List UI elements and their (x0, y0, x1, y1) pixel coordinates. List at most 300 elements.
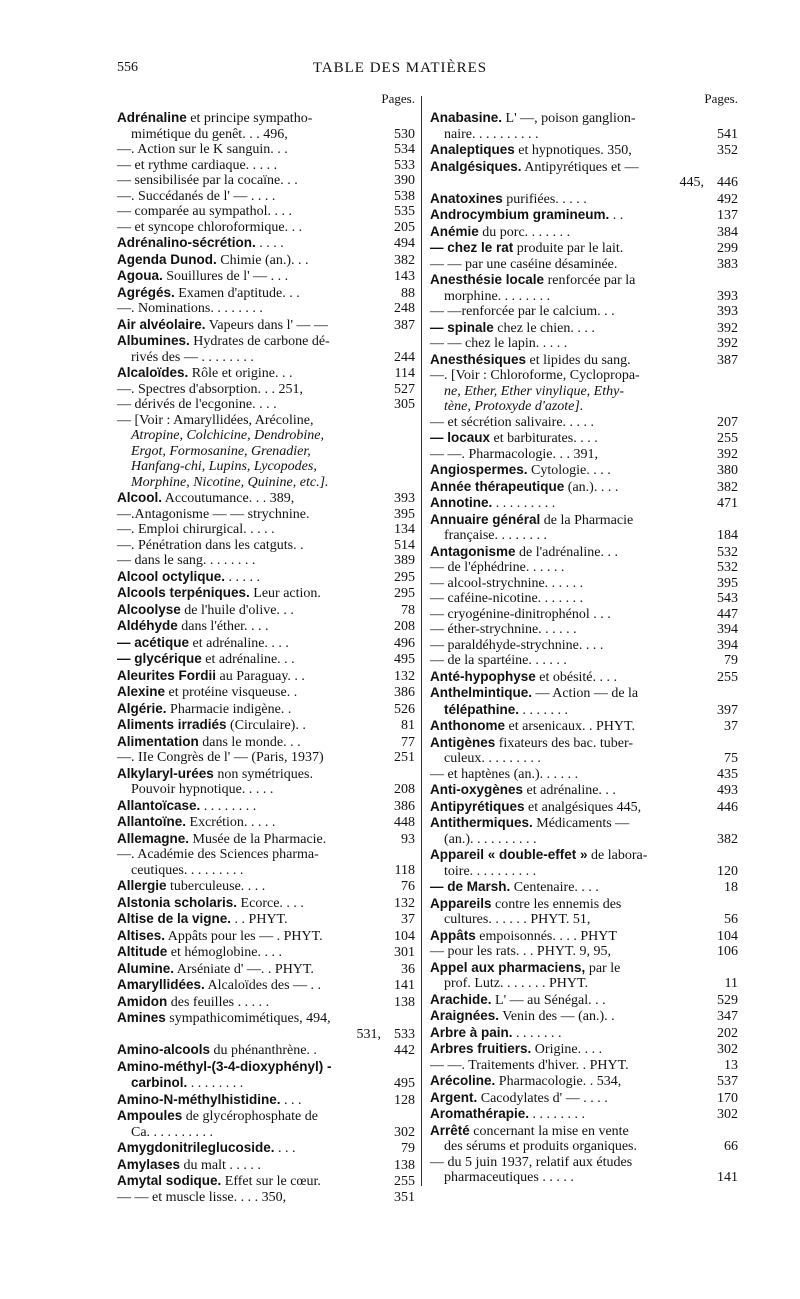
entry-page-number: 435 (717, 766, 738, 782)
entry-text (430, 207, 708, 224)
entry-description: — éther-strychnine. . . . . . (430, 622, 577, 637)
entry-page-number: 137 (717, 208, 738, 223)
entry-description: —. Nominations. . . . . . . . (117, 301, 263, 316)
entry-text (430, 159, 708, 176)
entry-text (117, 717, 385, 734)
entry-text (430, 430, 708, 447)
entry-text (430, 832, 708, 848)
entry-description: — cryogénine-dinitrophénol . . . (430, 606, 611, 622)
entry-text (117, 602, 385, 619)
index-entry (430, 751, 738, 767)
entry-text (117, 1027, 385, 1043)
entry-description: . . . . . (225, 569, 261, 585)
entry-text (430, 607, 708, 623)
entry-text (117, 142, 385, 158)
entry-description: Leur action. (249, 586, 321, 601)
entry-text (430, 782, 708, 799)
entry-text (430, 638, 708, 654)
entry-description: non symétriques. (213, 766, 313, 782)
entry-text (430, 320, 708, 337)
entry-text (117, 585, 385, 602)
entry-description: — de la spartéine. . . . . . (430, 653, 567, 668)
entry-description: Centenaire. . . . (510, 880, 599, 895)
entry-description: — de l'éphédrine. . . . . . (430, 560, 565, 575)
entry-description: —. Académie des Sciences pharma- (117, 847, 319, 862)
index-entry (117, 220, 415, 236)
index-entry (117, 1190, 415, 1206)
entry-description: —. Pénétration dans les catguts. . (117, 537, 304, 553)
index-entry (430, 415, 738, 431)
index-entry (117, 127, 415, 143)
entry-text (117, 847, 385, 863)
entry-text (117, 863, 385, 879)
entry-headword: Amino-méthyl-(3-4-dioxyphényl) - (117, 1058, 332, 1074)
index-entry (430, 1170, 738, 1186)
entry-description: — paraldéhyde-strychnine. . . . (430, 637, 604, 653)
entry-text (117, 1108, 385, 1125)
entry-page-number: 114 (394, 366, 415, 381)
index-entry (430, 815, 738, 832)
entry-page-number: 79 (401, 1141, 415, 1156)
index-entry (430, 976, 738, 992)
index-entry (430, 399, 738, 415)
entry-description: naire. . . . . . . . . . (444, 126, 539, 142)
entry-page-number: 393 (717, 288, 738, 304)
entry-page-number: 18 (724, 880, 738, 895)
index-entry (117, 847, 415, 863)
index-entry (117, 365, 415, 382)
entry-text (430, 1155, 708, 1171)
index-entry (430, 191, 738, 208)
entry-description: tène, Protoxyde d'azote]. (444, 399, 584, 414)
entry-page-number: 395 (394, 506, 415, 522)
entry-page-number: 37 (401, 912, 415, 927)
entry-page-number: 496 (394, 635, 415, 651)
entry-text (117, 110, 385, 127)
entry-page-number: 66 (724, 1139, 738, 1154)
entry-page-number: 295 (394, 586, 415, 601)
index-entry (117, 522, 415, 538)
entry-description: et adrénaline. . . (523, 783, 616, 798)
entry-text (117, 1140, 385, 1157)
entry-text (430, 944, 708, 960)
entry-text (430, 352, 708, 369)
index-entry (430, 622, 738, 638)
entry-description: Accoutumance. . . 389, (162, 491, 295, 506)
entry-headword: Anesthésie locale (430, 272, 545, 287)
entry-page-number: 537 (717, 1074, 738, 1089)
index-entry (117, 382, 415, 398)
index-entry (430, 782, 738, 799)
index-entry (117, 961, 415, 978)
entry-text (430, 685, 708, 702)
index-entry (430, 1139, 738, 1155)
entry-text (117, 413, 385, 429)
entry-text (117, 961, 385, 978)
entry-page-number: 75 (724, 751, 738, 766)
index-entry (430, 944, 738, 960)
entry-text (117, 1042, 385, 1059)
entry-description: —. Emploi chirurgical. . . . . (117, 522, 275, 537)
entry-text (430, 767, 708, 783)
index-entry (117, 428, 415, 444)
entry-page-number: 543 (717, 591, 738, 606)
entry-description: mimétique du genêt. . . 496, (131, 126, 288, 142)
entry-description: fixateurs des bac. tuber- (495, 735, 633, 751)
entry-page-number: 529 (717, 992, 738, 1008)
index-entry (117, 173, 415, 189)
entry-text (117, 1092, 385, 1109)
entry-page-number: 170 (717, 1090, 738, 1106)
entry-description: . . . . . . . . (187, 1076, 244, 1091)
entry-text (117, 1059, 385, 1076)
entry-description: et obésité. . . . (535, 669, 618, 685)
index-entry (117, 911, 415, 928)
entry-text (117, 220, 385, 236)
entry-headword: Agoua. (117, 268, 163, 283)
entry-page-number: 447 (717, 606, 738, 622)
entry-description: du porc. . . . . . . (478, 224, 571, 240)
index-entry (117, 189, 415, 205)
index-entry (117, 285, 415, 302)
index-entry (430, 110, 738, 127)
entry-text (430, 702, 708, 719)
entry-description: — caféine-nicotine. . . . . . . (430, 591, 584, 606)
index-entry (430, 368, 738, 384)
entry-description: de l'adrénaline. . . (515, 544, 618, 560)
entry-page-number: 143 (394, 269, 415, 284)
entry-headword: Arachide. (430, 991, 492, 1007)
entry-headword: Anthelmintique. (430, 685, 532, 700)
entry-headword: Anté-hypophyse (430, 668, 536, 684)
entry-headword: — spinale (430, 319, 494, 335)
entry-description: — et rythme cardiaque. . . . . (117, 157, 278, 173)
entry-description: — Action — de la (532, 686, 639, 701)
index-entry (117, 538, 415, 554)
entry-description: Musée de la Pharmacie. (189, 831, 327, 847)
entry-description: dans le monde. . . (198, 734, 301, 750)
entry-text (117, 522, 385, 538)
index-entry (430, 352, 738, 369)
entry-description: et protéine visqueuse. . (165, 685, 298, 700)
index-entry (430, 928, 738, 945)
entry-text (117, 252, 385, 269)
entry-text (430, 224, 708, 241)
entry-text (117, 569, 385, 586)
index-entry (117, 158, 415, 174)
entry-page-number: 493 (717, 783, 738, 798)
entry-description: Alcaloïdes des — . . (204, 978, 322, 993)
index-entry (430, 960, 738, 977)
entry-description: — —. Traitements d'hiver. . PHYT. (430, 1057, 629, 1073)
index-entry (117, 635, 415, 652)
entry-text (117, 635, 385, 652)
entry-headword: Antithermiques. (430, 815, 533, 830)
index-entry (117, 459, 415, 475)
entry-description: Appâts pour les — . PHYT. (165, 928, 323, 944)
entry-description: —. Spectres d'absorption. . . 251, (117, 381, 304, 397)
entry-text (117, 684, 385, 701)
entry-description: . . . . . . . (512, 1025, 562, 1041)
index-entry (117, 585, 415, 602)
entry-headword: Amytal sodique. (117, 1173, 222, 1188)
entry-headword: Arbre à pain. (430, 1024, 513, 1040)
entry-headword: Alkylaryl-urées (117, 765, 214, 781)
column-divider (421, 96, 422, 1186)
index-column-left (117, 90, 415, 1205)
entry-text (430, 576, 708, 592)
entry-text (430, 669, 708, 686)
index-entry (430, 430, 738, 447)
entry-text (430, 1073, 708, 1090)
index-entry (117, 928, 415, 945)
entry-text (117, 750, 385, 766)
entry-text (117, 1125, 385, 1141)
index-entry (117, 717, 415, 734)
entry-text (430, 879, 708, 896)
entry-page-number: 138 (394, 1157, 415, 1173)
entry-description: sympathicomimétiques, 494, (165, 1011, 331, 1026)
index-entry (117, 1125, 415, 1141)
entry-headword: Alcool octylique. (117, 568, 226, 584)
entry-page-number: 390 (394, 173, 415, 188)
entry-page-number: 392 (717, 336, 738, 351)
entry-description: Hydrates de carbone dé- (189, 334, 330, 349)
entry-page-number: 382 (717, 479, 738, 495)
entry-headword: Ampoules (117, 1108, 183, 1123)
index-entry (117, 701, 415, 718)
entry-text (430, 479, 708, 496)
index-entry (117, 444, 415, 460)
entry-description: et adrénaline. . . . (189, 635, 289, 651)
entry-text (430, 1139, 708, 1155)
entry-headword: Aleurites Fordii (117, 667, 217, 683)
entry-text (117, 189, 385, 205)
entry-description: Venin des — (an.). . (499, 1009, 615, 1024)
entry-text (430, 1041, 708, 1058)
index-entry (430, 1106, 738, 1123)
entry-list (430, 110, 738, 1186)
entry-headword: Année thérapeutique (430, 478, 565, 494)
entry-description: de labora- (587, 848, 648, 863)
entry-text (430, 272, 708, 289)
entry-description: et lipides du sang. (526, 352, 631, 368)
entry-description: par le (585, 960, 621, 976)
entry-text (117, 382, 385, 398)
entry-headword: Amidon (117, 993, 168, 1009)
entry-description: — dérivés de l'ecgonine. . . . (117, 397, 277, 412)
index-entry (430, 992, 738, 1009)
entry-description: Antipyrétiques et — (521, 159, 639, 175)
index-entry (430, 591, 738, 607)
entry-page-number: 76 (401, 879, 415, 894)
entry-description: — — et muscle lisse. . . . 350, (117, 1189, 287, 1205)
entry-description: toire. . . . . . . . . . (444, 863, 537, 879)
entry-page-number: 514 (394, 537, 415, 553)
entry-text (117, 553, 385, 569)
entry-page-number: 530 (394, 126, 415, 142)
entry-headword: Alcools terpéniques. (117, 585, 250, 600)
entry-headword: Allergie (117, 878, 167, 893)
index-entry (117, 831, 415, 848)
index-column-right (430, 90, 738, 1186)
entry-headword: Alcoolyse (117, 601, 181, 617)
entry-page-number: 533 (394, 157, 415, 173)
entry-page-number: 37 (724, 719, 738, 734)
entry-description: — —. Pharmacologie. . . 391, (430, 446, 598, 462)
entry-page-number: 387 (394, 317, 415, 333)
entry-headword: Adrénaline (117, 110, 187, 125)
entry-text (430, 896, 708, 913)
entry-text (430, 399, 708, 415)
entry-headword: Antipyrétiques (430, 798, 525, 814)
entry-text (117, 701, 385, 718)
index-entry (117, 977, 415, 994)
entry-description: et analgésiques 445, (524, 799, 642, 815)
entry-list (117, 110, 415, 1205)
entry-description: . . . . . . . . (200, 798, 257, 814)
index-entry (117, 814, 415, 831)
index-entry (117, 944, 415, 961)
index-entry (430, 384, 738, 400)
entry-text (117, 651, 385, 668)
index-entry (430, 1058, 738, 1074)
index-entry (430, 447, 738, 463)
entry-page-number: 533 (394, 1026, 415, 1042)
entry-description: au Paraguay. . . (216, 668, 305, 684)
entry-description: —. Succédanés de l' — . . . . (117, 188, 276, 204)
entry-text (117, 944, 385, 961)
entry-page-number: 392 (717, 320, 738, 336)
entry-description: cultures. . . . . . PHYT. 51, (444, 912, 591, 927)
entry-headword: Arrêté (430, 1122, 470, 1138)
entry-page-number: 538 (394, 188, 415, 204)
entry-page-number: 532 (717, 544, 738, 560)
entry-page-number: 389 (394, 553, 415, 568)
index-entry (430, 289, 738, 305)
entry-headword: Air alvéolaire. (117, 316, 206, 332)
entry-headword: Anthonome (430, 718, 505, 733)
entry-page-number: 541 (717, 126, 738, 142)
entry-page-number: 248 (394, 301, 415, 316)
entry-headword: Alimentation (117, 733, 199, 749)
index-entry (430, 495, 738, 512)
entry-text (117, 1173, 385, 1190)
entry-headword: Alcool. (117, 490, 163, 505)
entry-text (430, 127, 708, 143)
index-entry (430, 896, 738, 913)
entry-headword: Agenda Dunod. (117, 251, 217, 267)
entry-page-number: 347 (717, 1009, 738, 1024)
entry-description: Excrétion. . . . . (186, 815, 276, 830)
entry-description: produite par le lait. (513, 241, 624, 256)
index-entry (430, 462, 738, 479)
index-entry (117, 475, 415, 491)
entry-headword: Analgésiques. (430, 158, 522, 174)
entry-text (430, 1123, 708, 1140)
entry-description: culeux. . . . . . . . . (444, 751, 541, 766)
entry-page-number: 208 (394, 619, 415, 634)
entry-description: tuberculeuse. . . . (166, 879, 266, 894)
entry-text (117, 831, 385, 848)
entry-text (117, 204, 385, 220)
index-entry (430, 528, 738, 544)
entry-page-number: 299 (717, 241, 738, 256)
entry-text (117, 333, 385, 350)
entry-text (430, 976, 708, 992)
entry-headword: Amygdonitrileglucoside. (117, 1140, 275, 1155)
entry-headword: Adrénalino-sécrétion. (117, 235, 256, 250)
entry-description: — et sécrétion salivaire. . . . . (430, 414, 595, 430)
entry-headword: Aromathérapie. (430, 1106, 530, 1121)
index-entry (117, 110, 415, 127)
index-entry (117, 782, 415, 798)
index-entry (430, 799, 738, 816)
pages-label: Pages. (704, 91, 738, 106)
entry-headword: Albumines. (117, 333, 190, 348)
index-entry (117, 1010, 415, 1027)
entry-text (430, 257, 708, 273)
entry-description: — —renforcée par le calcium. . . (430, 304, 615, 319)
entry-headword: — chez le rat (430, 240, 514, 255)
entry-description: Pharmacie indigène. . (166, 701, 292, 717)
entry-page-number: 382 (394, 252, 415, 268)
entry-text (430, 289, 708, 305)
entry-page-number: 132 (394, 895, 415, 911)
entry-page-number: 208 (394, 782, 415, 797)
entry-text (117, 1157, 385, 1174)
entry-description: . . . (274, 1141, 296, 1156)
entry-page-number: 352 (717, 143, 738, 158)
entry-page-number: 251 (394, 750, 415, 765)
entry-headword: Allantoïcase. (117, 797, 201, 813)
entry-description: Pharmacologie. . 534, (495, 1074, 622, 1089)
index-entry (430, 175, 738, 191)
entry-text (117, 878, 385, 895)
entry-description: Cacodylates d' — . . . . (477, 1090, 608, 1106)
entry-text (117, 350, 385, 366)
entry-page-number: 495 (394, 652, 415, 667)
entry-text (117, 1190, 385, 1206)
index-entry (117, 1075, 415, 1092)
entry-text (117, 911, 385, 928)
index-entry (430, 638, 738, 654)
entry-description: — — par une caséine désaminée. (430, 256, 618, 272)
entry-text (430, 142, 708, 159)
entry-description: — [Voir : Amaryllidées, Arécoline, (117, 412, 314, 428)
entry-page-number: 448 (394, 815, 415, 830)
entry-text (117, 397, 385, 413)
entry-text (117, 475, 385, 491)
entry-description: et hypnotiques. 350, (514, 143, 632, 158)
entry-page-number: 207 (717, 414, 738, 430)
entry-text (117, 459, 385, 475)
entry-text (117, 994, 385, 1011)
entry-page-number: 302 (717, 1042, 738, 1057)
entry-text (117, 928, 385, 945)
entry-page-number: 535 (394, 204, 415, 219)
index-entry (430, 560, 738, 576)
entry-text (117, 507, 385, 523)
entry-page-number: 446 (717, 175, 738, 190)
entry-page-number: 395 (717, 575, 738, 591)
entry-text (430, 560, 708, 576)
entry-page-number: 384 (717, 224, 738, 240)
entry-description: — du 5 juin 1937, relatif aux études (430, 1154, 633, 1170)
entry-page-number: 78 (401, 602, 415, 618)
index-entry (117, 235, 415, 252)
entry-headword: — acétique (117, 634, 190, 650)
